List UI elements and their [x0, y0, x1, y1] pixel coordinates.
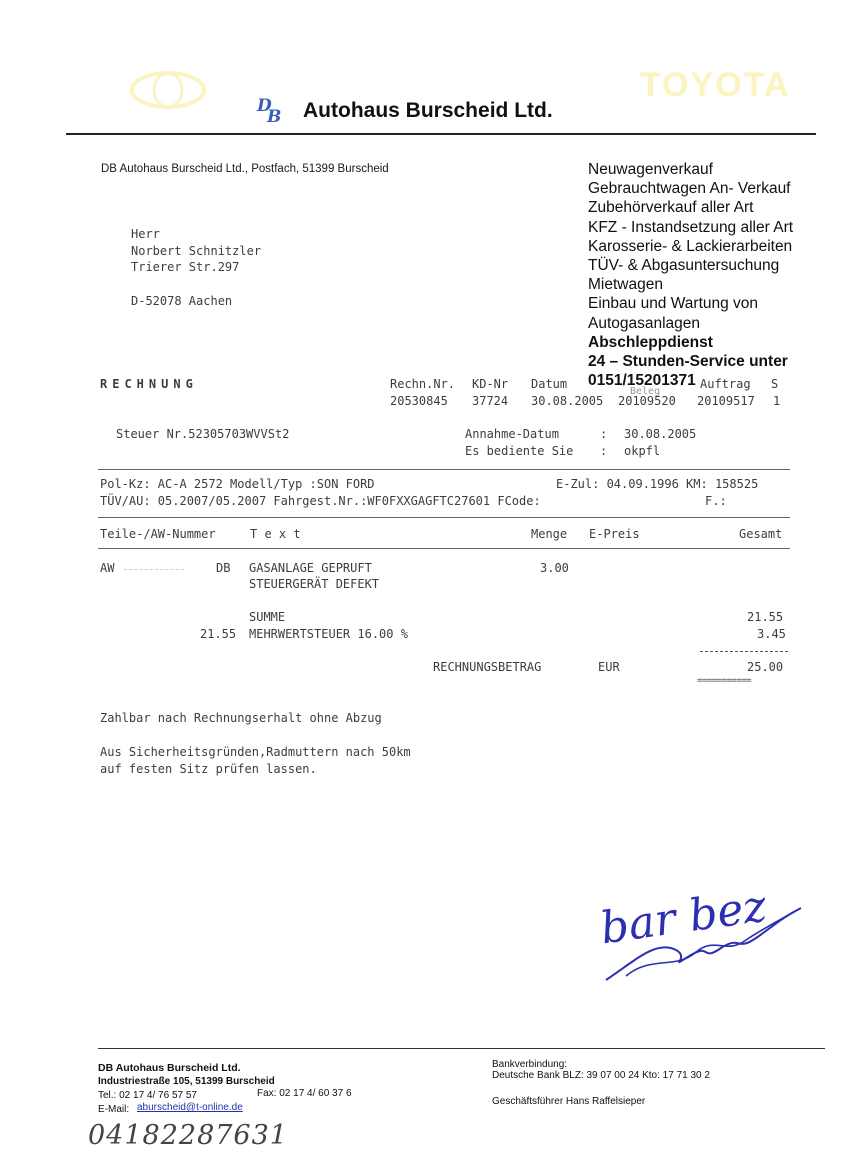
left-faded-logo-mark — [128, 70, 208, 115]
service-item: TÜV- & Abgasuntersuchung — [588, 257, 780, 275]
vat-value: 3.45 — [757, 627, 786, 641]
services-list — [588, 160, 793, 390]
total-currency: EUR — [598, 660, 620, 674]
handwritten-signature-icon — [596, 900, 806, 995]
company-name: Autohaus Burscheid Ltd. — [303, 99, 553, 122]
handwritten-paid-note: bar bez — [597, 880, 770, 955]
footer-tel: Tel.: 02 17 4/ 76 57 57 — [98, 1090, 197, 1101]
document-label: Beleg — [630, 386, 661, 397]
footer-bank-label: Bankverbindung: — [492, 1059, 568, 1070]
sum-label: SUMME — [249, 610, 286, 624]
safety-note-line2: auf festen Sitz prüfen lassen. — [100, 762, 317, 776]
served-by-label: Es bediente Sie — [465, 444, 574, 458]
total-label: RECHNUNGSBETRAG — [433, 660, 542, 674]
vehicle-bottom-rule — [98, 517, 790, 518]
vehicle-registration-km: E-Zul: 04.09.1996 KM: 158525 — [556, 477, 759, 491]
served-by-value: okpfl — [624, 444, 661, 458]
item-prefix: DB — [216, 561, 231, 575]
service-item: KFZ - Instandsetzung aller Art — [588, 218, 794, 236]
service-item: Autogasanlagen — [588, 314, 701, 332]
customer-number-label: KD-Nr — [472, 377, 509, 391]
footer-email-link[interactable]: aburscheid@t-online.de — [137, 1102, 243, 1113]
footer-bank-details: Deutsche Bank BLZ: 39 07 00 24 Kto: 17 71 30 2 — [492, 1070, 710, 1081]
item-text-line1: GASANLAGE GEPRUFT — [249, 561, 372, 575]
footer-email-label: E-Mail: — [98, 1104, 130, 1115]
col-quantity: Menge — [531, 527, 568, 541]
payment-terms: Zahlbar nach Rechnungserhalt ohne Abzug — [100, 711, 382, 725]
order-number: 20109517 — [697, 394, 755, 408]
tax-number: Steuer Nr.52305703WVVSt2 — [116, 427, 290, 441]
item-quantity: 3.00 — [540, 561, 569, 575]
col-text: T e x t — [250, 527, 301, 541]
svg-text:D: D — [257, 96, 272, 116]
recipient-name: Norbert Schnitzler — [131, 244, 262, 258]
service-item: Neuwagenverkauf — [588, 161, 713, 178]
service-item: Mietwagen — [588, 276, 663, 294]
served-by-sep: : — [600, 444, 608, 458]
service-phone: 0151/15201371 — [588, 372, 696, 390]
date-label: Datum — [531, 377, 568, 391]
service-item: 24 – Stunden-Service unter — [588, 353, 788, 371]
service-item: Zubehörverkauf aller Art — [588, 199, 754, 217]
invoice-date: 30.08.2005 — [531, 394, 604, 408]
invoice-number-label: Rechn.Nr. — [390, 377, 456, 391]
footer-address: Industriestraße 105, 51399 Burscheid — [98, 1076, 275, 1087]
vehicle-top-rule — [98, 469, 790, 470]
footer-rule — [98, 1048, 825, 1049]
vehicle-plate-model: Pol-Kz: AC-A 2572 Modell/Typ :SON FORD — [100, 477, 375, 491]
footer-company: DB Autohaus Burscheid Ltd. — [98, 1062, 241, 1074]
accept-date-value: 30.08.2005 — [624, 427, 697, 441]
service-item: Abschleppdienst — [588, 333, 713, 351]
col-unit-price: E-Preis — [589, 527, 640, 541]
item-code: AW — [100, 561, 115, 575]
vat-base: 21.55 — [200, 627, 237, 641]
vat-label: MEHRWERTSTEUER 16.00 % — [249, 627, 408, 641]
accept-date-sep: : — [600, 427, 608, 441]
safety-note-line1: Aus Sicherheitsgründen,Radmuttern nach 50km — [100, 745, 411, 759]
vehicle-inspection-vin: TÜV/AU: 05.2007/05.2007 Fahrgest.Nr.:WF0FXXGAGFTC27601 FCode: — [100, 494, 541, 508]
customer-number: 37724 — [472, 394, 509, 408]
item-text-line2: STEUERGERÄT DEFEKT — [249, 577, 380, 591]
invoice-number: 20530845 — [390, 394, 448, 408]
invoice-title: RECHNUNG — [100, 377, 198, 391]
recipient-salutation: Herr — [131, 227, 160, 241]
sender-line: DB Autohaus Burscheid Ltd., Postfach, 51399 Burscheid — [101, 163, 389, 175]
col-part-number: Teile-/AW-Nummer — [100, 527, 216, 541]
total-double-rule: =========== — [697, 676, 752, 686]
service-item: Einbau und Wartung von — [588, 295, 759, 313]
document-number: 20109520 — [618, 394, 676, 408]
s-value: 1 — [773, 394, 781, 408]
recipient-city: D-52078 Aachen — [131, 294, 233, 308]
toyota-faded-logo: TOYOTA — [640, 66, 791, 104]
svg-text:B: B — [267, 107, 282, 124]
handwritten-number: 04182287631 — [88, 1120, 288, 1151]
item-code-smudge — [124, 569, 184, 570]
s-label: S — [771, 377, 779, 391]
service-item: Gebrauchtwagen An- Verkauf — [588, 180, 791, 198]
col-total: Gesamt — [739, 527, 783, 541]
footer-fax: Fax: 02 17 4/ 60 37 6 — [257, 1088, 352, 1099]
sum-value: 21.55 — [747, 610, 784, 624]
header-rule — [66, 133, 816, 135]
vehicle-f-label: F.: — [705, 494, 727, 508]
order-label: Auftrag — [700, 377, 751, 391]
accept-date-label: Annahme-Datum — [465, 427, 559, 441]
footer-managing-director: Geschäftsführer Hans Raffelsieper — [492, 1096, 646, 1107]
service-item: Karosserie- & Lackierarbeiten — [588, 237, 793, 255]
total-rule — [700, 651, 788, 652]
table-header-rule — [98, 548, 790, 549]
total-value: 25.00 — [747, 660, 784, 674]
recipient-street: Trierer Str.297 — [131, 260, 240, 274]
db-logo-icon — [256, 94, 288, 129]
